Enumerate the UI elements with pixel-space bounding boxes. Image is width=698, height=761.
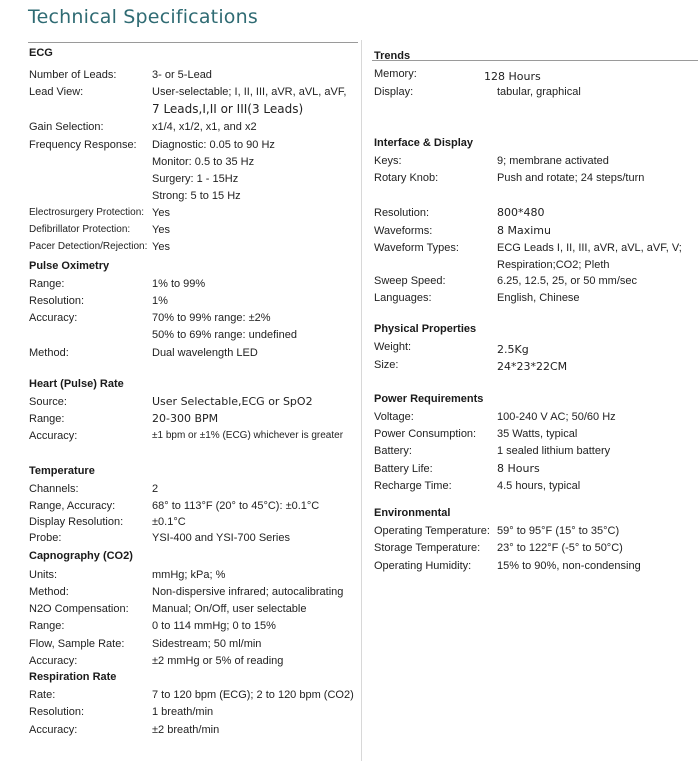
spec-label: Range:	[29, 620, 65, 632]
spec-value: 68° to 113°F (20° to 45°C): ±0.1°C	[152, 500, 320, 512]
temperature-heading: Temperature	[29, 465, 95, 477]
spec-value: Strong: 5 to 15 Hz	[152, 190, 241, 202]
ecg-heading: ECG	[29, 47, 53, 59]
spec-label: Waveform Types:	[374, 242, 459, 254]
spec-value: 1% to 99%	[152, 278, 206, 290]
spec-value: tabular, graphical	[497, 86, 581, 98]
spec-value: 59° to 95°F (15° to 35°C)	[497, 525, 620, 537]
spec-value: Dual wavelength LED	[152, 347, 258, 359]
spec-value: Respiration;CO2; Pleth	[497, 259, 610, 271]
spec-label: Display Resolution:	[29, 516, 124, 528]
interface-heading: Interface & Display	[374, 137, 474, 149]
heart-rate-heading: Heart (Pulse) Rate	[29, 378, 124, 390]
spec-label: Channels:	[29, 483, 79, 495]
spec-value: Surgery: 1 - 15Hz	[152, 173, 239, 185]
spec-label: Frequency Response:	[29, 139, 137, 151]
spec-value: 70% to 99% range: ±2%	[152, 312, 271, 324]
spec-label: Accuracy:	[29, 430, 78, 442]
spec-value: mmHg; kPa; %	[152, 569, 226, 581]
pulse-ox-heading: Pulse Oximetry	[29, 260, 110, 272]
spec-label: Range, Accuracy:	[29, 500, 116, 512]
spec-label: Method:	[29, 586, 69, 598]
spec-value: 6.25, 12.5, 25, or 50 mm/sec	[497, 275, 638, 287]
spec-value: 1 breath/min	[152, 706, 214, 718]
spec-value: ECG Leads I, II, III, aVR, aVL, aVF, V;	[497, 242, 682, 254]
spec-label: N2O Compensation:	[29, 603, 129, 615]
spec-value: Diagnostic: 0.05 to 90 Hz	[152, 139, 275, 151]
spec-label: Gain Selection:	[29, 121, 104, 133]
spec-label: Accuracy:	[29, 655, 78, 667]
spec-value: 0 to 114 mmHg; 0 to 15%	[152, 620, 276, 632]
spec-label: Storage Temperature:	[374, 542, 481, 554]
spec-value: 1 sealed lithium battery	[497, 445, 611, 457]
power-heading: Power Requirements	[374, 393, 484, 405]
spec-value: 35 Watts, typical	[497, 428, 578, 440]
spec-label: Resolution:	[29, 706, 85, 718]
spec-label: Probe:	[29, 532, 62, 544]
spec-value: 2.5Kg	[497, 343, 529, 356]
spec-value: 20-300 BPM	[152, 412, 219, 425]
spec-label: Range:	[29, 413, 65, 425]
spec-value: Yes	[152, 224, 170, 236]
spec-label: Resolution:	[29, 295, 85, 307]
spec-label: Pacer Detection/Rejection:	[29, 241, 148, 252]
spec-label: Rate:	[29, 689, 56, 701]
spec-value: ±0.1°C	[152, 516, 186, 528]
spec-value: 7 Leads,I,II or III(3 Leads)	[152, 102, 304, 116]
spec-label: Accuracy:	[29, 724, 78, 736]
spec-value: Push and rotate; 24 steps/turn	[497, 172, 645, 184]
capnography-heading: Capnography (CO2)	[29, 550, 133, 562]
spec-label: Waveforms:	[374, 225, 433, 237]
spec-value: Manual; On/Off, user selectable	[152, 603, 307, 615]
spec-label: Operating Temperature:	[374, 525, 490, 537]
spec-value: 24*23*22CM	[497, 360, 568, 373]
spec-label: Accuracy:	[29, 312, 78, 324]
spec-label: Weight:	[374, 341, 412, 353]
spec-value: User-selectable; I, II, III, aVR, aVL, aVF,	[152, 86, 347, 98]
spec-label: Keys:	[374, 155, 402, 167]
spec-label: Size:	[374, 359, 399, 371]
spec-label: Rotary Knob:	[374, 172, 439, 184]
physical-heading: Physical Properties	[374, 323, 477, 335]
spec-label: Languages:	[374, 292, 432, 304]
page-title: Technical Specifications	[28, 6, 258, 28]
spec-value: 1%	[152, 295, 168, 307]
spec-value: 23° to 122°F (-5° to 50°C)	[497, 542, 623, 554]
spec-label: Display:	[374, 86, 414, 98]
spec-label: Lead View:	[29, 86, 84, 98]
spec-value: 8 Maximu	[497, 224, 551, 237]
spec-value: 100-240 V AC; 50/60 Hz	[497, 411, 616, 423]
spec-value: 7 to 120 bpm (ECG); 2 to 120 bpm (CO2)	[152, 689, 354, 701]
spec-label: Units:	[29, 569, 58, 581]
spec-value: ±2 breath/min	[152, 724, 220, 736]
spec-label: Battery Life:	[374, 463, 433, 475]
spec-value: 9; membrane activated	[497, 155, 609, 167]
spec-value: Sidestream; 50 ml/min	[152, 638, 262, 650]
spec-value: 2	[152, 483, 159, 495]
spec-value: 8 Hours	[497, 462, 540, 475]
spec-value: User Selectable,ECG or SpO2	[152, 395, 313, 408]
left-divider	[28, 42, 358, 43]
spec-value: 50% to 69% range: undefined	[152, 329, 297, 341]
spec-value: Yes	[152, 207, 170, 219]
spec-value: YSI-400 and YSI-700 Series	[152, 532, 290, 544]
spec-value: 800*480	[497, 206, 545, 219]
spec-label: Sweep Speed:	[374, 275, 446, 287]
spec-value: x1/4, x1/2, x1, and x2	[152, 121, 257, 133]
spec-label: Flow, Sample Rate:	[29, 638, 125, 650]
spec-label: Defibrillator Protection:	[29, 224, 131, 235]
spec-value: 15% to 90%, non-condensing	[497, 560, 641, 572]
respiration-heading: Respiration Rate	[29, 671, 117, 683]
spec-label: Operating Humidity:	[374, 560, 472, 572]
spec-label: Voltage:	[374, 411, 414, 423]
spec-label: Memory:	[374, 68, 417, 80]
spec-label: Method:	[29, 347, 69, 359]
spec-value: Yes	[152, 241, 170, 253]
spec-value: 4.5 hours, typical	[497, 480, 581, 492]
spec-label: Power Consumption:	[374, 428, 477, 440]
spec-value: ±2 mmHg or 5% of reading	[152, 655, 284, 667]
spec-value: ±1 bpm or ±1% (ECG) whichever is greater	[152, 430, 344, 441]
spec-value: 128 Hours	[484, 70, 541, 83]
spec-value: 3- or 5-Lead	[152, 69, 212, 81]
spec-label: Battery:	[374, 445, 412, 457]
spec-value: English, Chinese	[497, 292, 580, 304]
column-divider	[361, 40, 362, 761]
spec-value: Non-dispersive infrared; autocalibrating	[152, 586, 344, 598]
spec-label: Resolution:	[374, 207, 430, 219]
spec-label: Source:	[29, 396, 67, 408]
spec-label: Electrosurgery Protection:	[29, 207, 145, 218]
spec-value: Monitor: 0.5 to 35 Hz	[152, 156, 255, 168]
right-divider	[372, 60, 698, 61]
spec-label: Recharge Time:	[374, 480, 452, 492]
spec-label: Number of Leads:	[29, 69, 117, 81]
environmental-heading: Environmental	[374, 507, 451, 519]
trends-heading: Trends	[374, 50, 411, 62]
spec-label: Range:	[29, 278, 65, 290]
